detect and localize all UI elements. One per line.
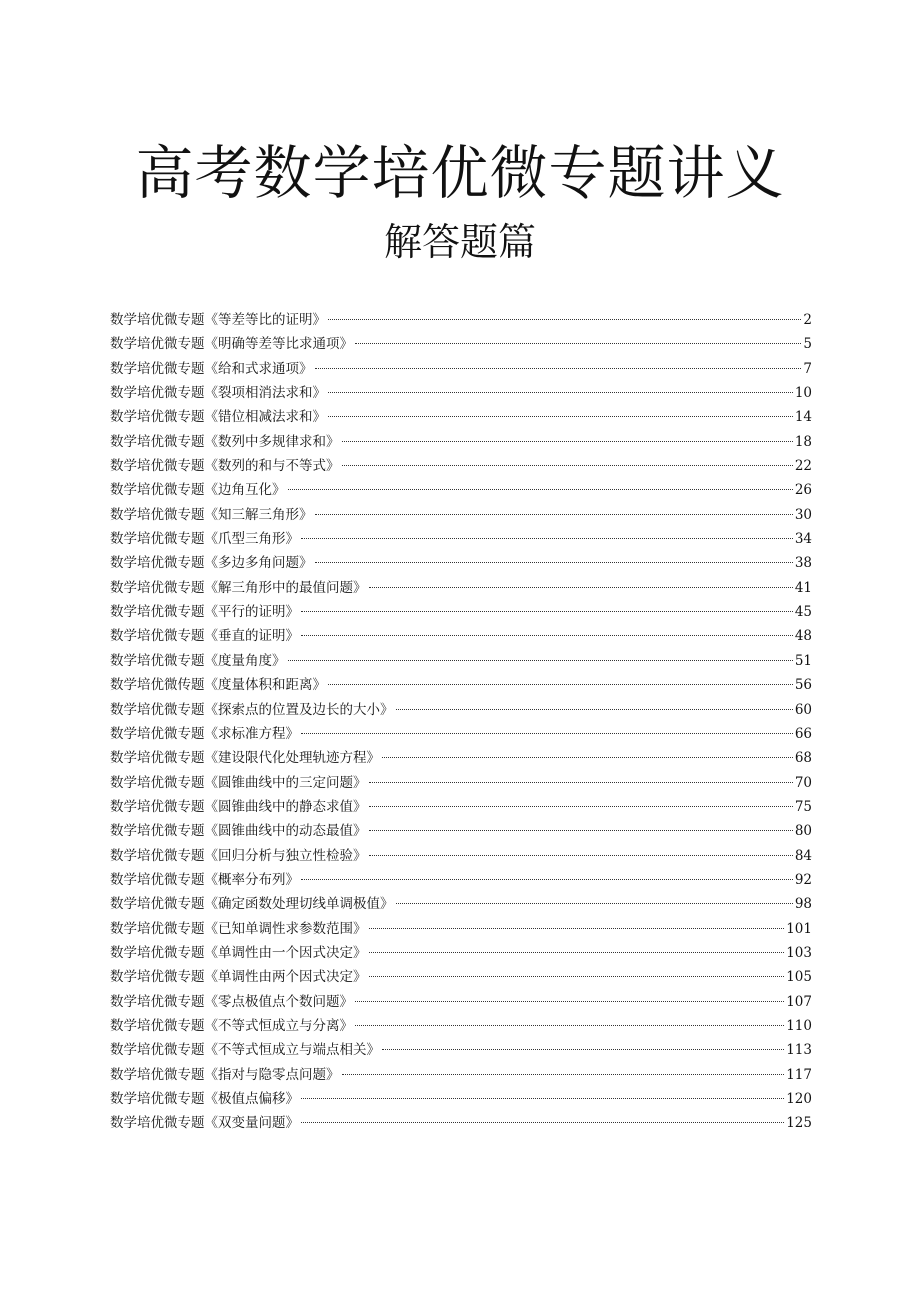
toc-entry-title: 数学培优微专题《爪型三角形》 [110, 531, 299, 548]
toc-entry[interactable] [110, 551, 812, 575]
toc-entry-page-number: 92 [794, 871, 812, 888]
toc-entry[interactable] [110, 1063, 812, 1087]
toc-entry-page-number: 120 [786, 1091, 812, 1107]
toc-entry-page-number: 105 [786, 969, 812, 986]
toc-dot-leader [328, 319, 801, 320]
toc-entry-title: 数学培优微专题《给和式求通项》 [110, 360, 313, 377]
toc-entry-title: 数学培优微专题《回归分析与独立性检验》 [110, 847, 367, 864]
toc-dot-leader [369, 928, 785, 929]
toc-entry-title: 数学培优微专题《极值点偏移》 [110, 1091, 299, 1107]
toc-entry-title: 数学培优微专题《指对与隐零点问题》 [110, 1066, 340, 1083]
toc-entry-title: 数学培优微专题《零点极值点个数问题》 [110, 993, 353, 1010]
toc-entry-title: 数学培优微专题《数列的和与不等式》 [110, 458, 340, 475]
toc-entry-title: 数学培优微专题《等差等比的证明》 [110, 312, 326, 328]
toc-entry-page-number: 18 [794, 433, 812, 450]
toc-entry-title: 数学培优微专题《单调性由两个因式决定》 [110, 969, 367, 986]
toc-entry[interactable] [110, 308, 812, 332]
toc-entry-title: 数学培优微专题《不等式恒成立与分离》 [110, 1017, 353, 1034]
toc-dot-leader [328, 392, 793, 393]
toc-dot-leader [396, 709, 793, 710]
toc-dot-leader [301, 1098, 784, 1099]
toc-entry-page-number: 30 [794, 506, 812, 523]
toc-dot-leader [342, 441, 793, 442]
toc-entry-page-number: 103 [786, 944, 812, 961]
toc-dot-leader [315, 368, 802, 369]
toc-entry-page-number: 68 [794, 750, 812, 767]
toc-entry[interactable] [110, 868, 812, 892]
toc-entry[interactable] [110, 357, 812, 381]
toc-entry[interactable] [110, 527, 812, 551]
toc-dot-leader [301, 635, 793, 636]
toc-entry-page-number: 2 [803, 312, 812, 328]
toc-entry-title: 数学培优微专题《已知单调性求参数范围》 [110, 920, 367, 937]
toc-entry-title: 数学培优微专题《解三角形中的最值问题》 [110, 579, 367, 596]
toc-entry-page-number: 56 [794, 677, 812, 694]
toc-entry-title: 数学培优微专题《度量角度》 [110, 652, 286, 669]
toc-entry-title: 数学培优微专题《探索点的位置及边长的大小》 [110, 701, 394, 718]
toc-entry[interactable] [110, 673, 812, 697]
toc-entry-page-number: 48 [794, 628, 812, 645]
toc-entry-page-number: 26 [794, 482, 812, 499]
toc-entry[interactable] [110, 746, 812, 770]
toc-entry-title: 数学培优微专题《圆锥曲线中的静态求值》 [110, 798, 367, 815]
toc-dot-leader [288, 489, 793, 490]
toc-dot-leader [355, 1001, 784, 1002]
toc-dot-leader [382, 1049, 784, 1050]
toc-entry-page-number: 70 [794, 774, 812, 791]
toc-dot-leader [396, 903, 793, 904]
toc-entry-title: 数学培优微专题《平行的证明》 [110, 604, 299, 621]
toc-entry-page-number: 101 [786, 920, 812, 937]
toc-dot-leader [315, 514, 793, 515]
toc-dot-leader [328, 416, 793, 417]
toc-entry-page-number: 10 [794, 385, 812, 402]
toc-entry-page-number: 51 [794, 652, 812, 669]
toc-entry-page-number: 14 [794, 409, 812, 426]
toc-entry[interactable] [110, 405, 812, 429]
toc-entry[interactable] [110, 941, 812, 965]
toc-entry[interactable] [110, 844, 812, 868]
toc-entry-title: 数学培优微专题《数列中多规律求和》 [110, 433, 340, 450]
toc-dot-leader [315, 562, 793, 563]
toc-entry[interactable] [110, 771, 812, 795]
toc-entry-title: 数学培优微专题《明确等差等比求通项》 [110, 336, 353, 353]
toc-dot-leader [342, 465, 793, 466]
toc-entry[interactable] [110, 624, 812, 648]
document-title: 高考数学培优微专题讲义 [135, 139, 785, 207]
toc-dot-leader [301, 1122, 784, 1123]
toc-entry-title: 数学培优微专题《概率分布列》 [110, 871, 299, 888]
toc-entry-page-number: 66 [794, 725, 812, 742]
table-of-contents [110, 308, 812, 1136]
toc-entry-page-number: 84 [794, 847, 812, 864]
toc-entry-title: 数学培优微专题《求标准方程》 [110, 725, 299, 742]
toc-entry-page-number: 34 [794, 531, 812, 548]
toc-dot-leader [342, 1074, 785, 1075]
toc-entry[interactable] [110, 503, 812, 527]
toc-entry[interactable] [110, 722, 812, 746]
toc-entry-title: 数学培优微专题《单调性由一个因式决定》 [110, 944, 367, 961]
toc-dot-leader [369, 830, 793, 831]
toc-entry-page-number: 45 [794, 604, 812, 621]
toc-entry[interactable] [110, 576, 812, 600]
toc-entry-title: 数学培优微专题《多边多角问题》 [110, 555, 313, 572]
toc-entry[interactable] [110, 478, 812, 502]
toc-entry[interactable] [110, 332, 812, 356]
toc-dot-leader [369, 976, 785, 977]
toc-entry-page-number: 22 [794, 458, 812, 475]
toc-dot-leader [301, 538, 793, 539]
toc-entry[interactable] [110, 1038, 812, 1062]
toc-entry[interactable] [110, 381, 812, 405]
toc-entry[interactable] [110, 990, 812, 1014]
toc-entry[interactable] [110, 454, 812, 478]
toc-entry-page-number: 125 [786, 1115, 812, 1132]
toc-entry-page-number: 60 [794, 701, 812, 718]
toc-entry[interactable] [110, 819, 812, 843]
toc-entry-title: 数学培优微专题《双变量问题》 [110, 1115, 299, 1132]
toc-entry-page-number: 41 [794, 579, 812, 596]
toc-dot-leader [301, 879, 793, 880]
toc-entry-page-number: 107 [786, 993, 812, 1010]
toc-entry-page-number: 80 [794, 823, 812, 840]
toc-entry-title: 数学培优微专题《知三解三角形》 [110, 506, 313, 523]
toc-entry[interactable] [110, 1087, 812, 1111]
toc-entry-title: 数学培优微专题《建设限代化处理轨迹方程》 [110, 750, 380, 767]
toc-entry-page-number: 110 [786, 1017, 812, 1034]
toc-entry-page-number: 117 [786, 1066, 812, 1083]
toc-dot-leader [301, 611, 793, 612]
toc-entry-title: 数学培优微专题《边角互化》 [110, 482, 286, 499]
toc-entry-title: 数学培优微专题《圆锥曲线中的三定问题》 [110, 774, 367, 791]
toc-dot-leader [328, 684, 793, 685]
toc-entry-page-number: 75 [794, 798, 812, 815]
toc-entry[interactable] [110, 892, 812, 916]
toc-entry[interactable] [110, 649, 812, 673]
toc-entry-page-number: 113 [786, 1042, 812, 1059]
toc-entry[interactable] [110, 600, 812, 624]
toc-entry-page-number: 5 [803, 336, 812, 353]
toc-entry[interactable] [110, 1111, 812, 1135]
toc-dot-leader [301, 733, 793, 734]
toc-entry[interactable] [110, 698, 812, 722]
toc-entry[interactable] [110, 917, 812, 941]
toc-dot-leader [288, 660, 793, 661]
toc-entry-page-number: 38 [794, 555, 812, 572]
toc-dot-leader [382, 757, 793, 758]
toc-entry[interactable] [110, 430, 812, 454]
toc-dot-leader [369, 952, 785, 953]
toc-dot-leader [355, 1025, 784, 1026]
toc-dot-leader [369, 855, 793, 856]
toc-dot-leader [355, 343, 801, 344]
toc-entry-title: 数学培优微专题《错位相减法求和》 [110, 409, 326, 426]
toc-entry[interactable] [110, 795, 812, 819]
toc-dot-leader [369, 587, 793, 588]
toc-entry-title: 数学培优微专题《圆锥曲线中的动态最值》 [110, 823, 367, 840]
toc-entry-title: 数学培优微专题《不等式恒成立与端点相关》 [110, 1042, 380, 1059]
toc-dot-leader [369, 806, 793, 807]
toc-entry-page-number: 98 [794, 896, 812, 913]
toc-entry-title: 数学培优微传题《度量体积和距离》 [110, 677, 326, 694]
toc-entry-page-number: 7 [803, 360, 812, 377]
toc-entry-title: 数学培优微专题《裂项相消法求和》 [110, 385, 326, 402]
toc-entry-title: 数学培优微专题《垂直的证明》 [110, 628, 299, 645]
document-subtitle: 解答题篇 [383, 220, 536, 264]
toc-entry[interactable] [110, 1014, 812, 1038]
toc-dot-leader [369, 782, 793, 783]
toc-entry[interactable] [110, 965, 812, 989]
toc-entry-title: 数学培优微专题《确定函数处理切线单调极值》 [110, 896, 394, 913]
